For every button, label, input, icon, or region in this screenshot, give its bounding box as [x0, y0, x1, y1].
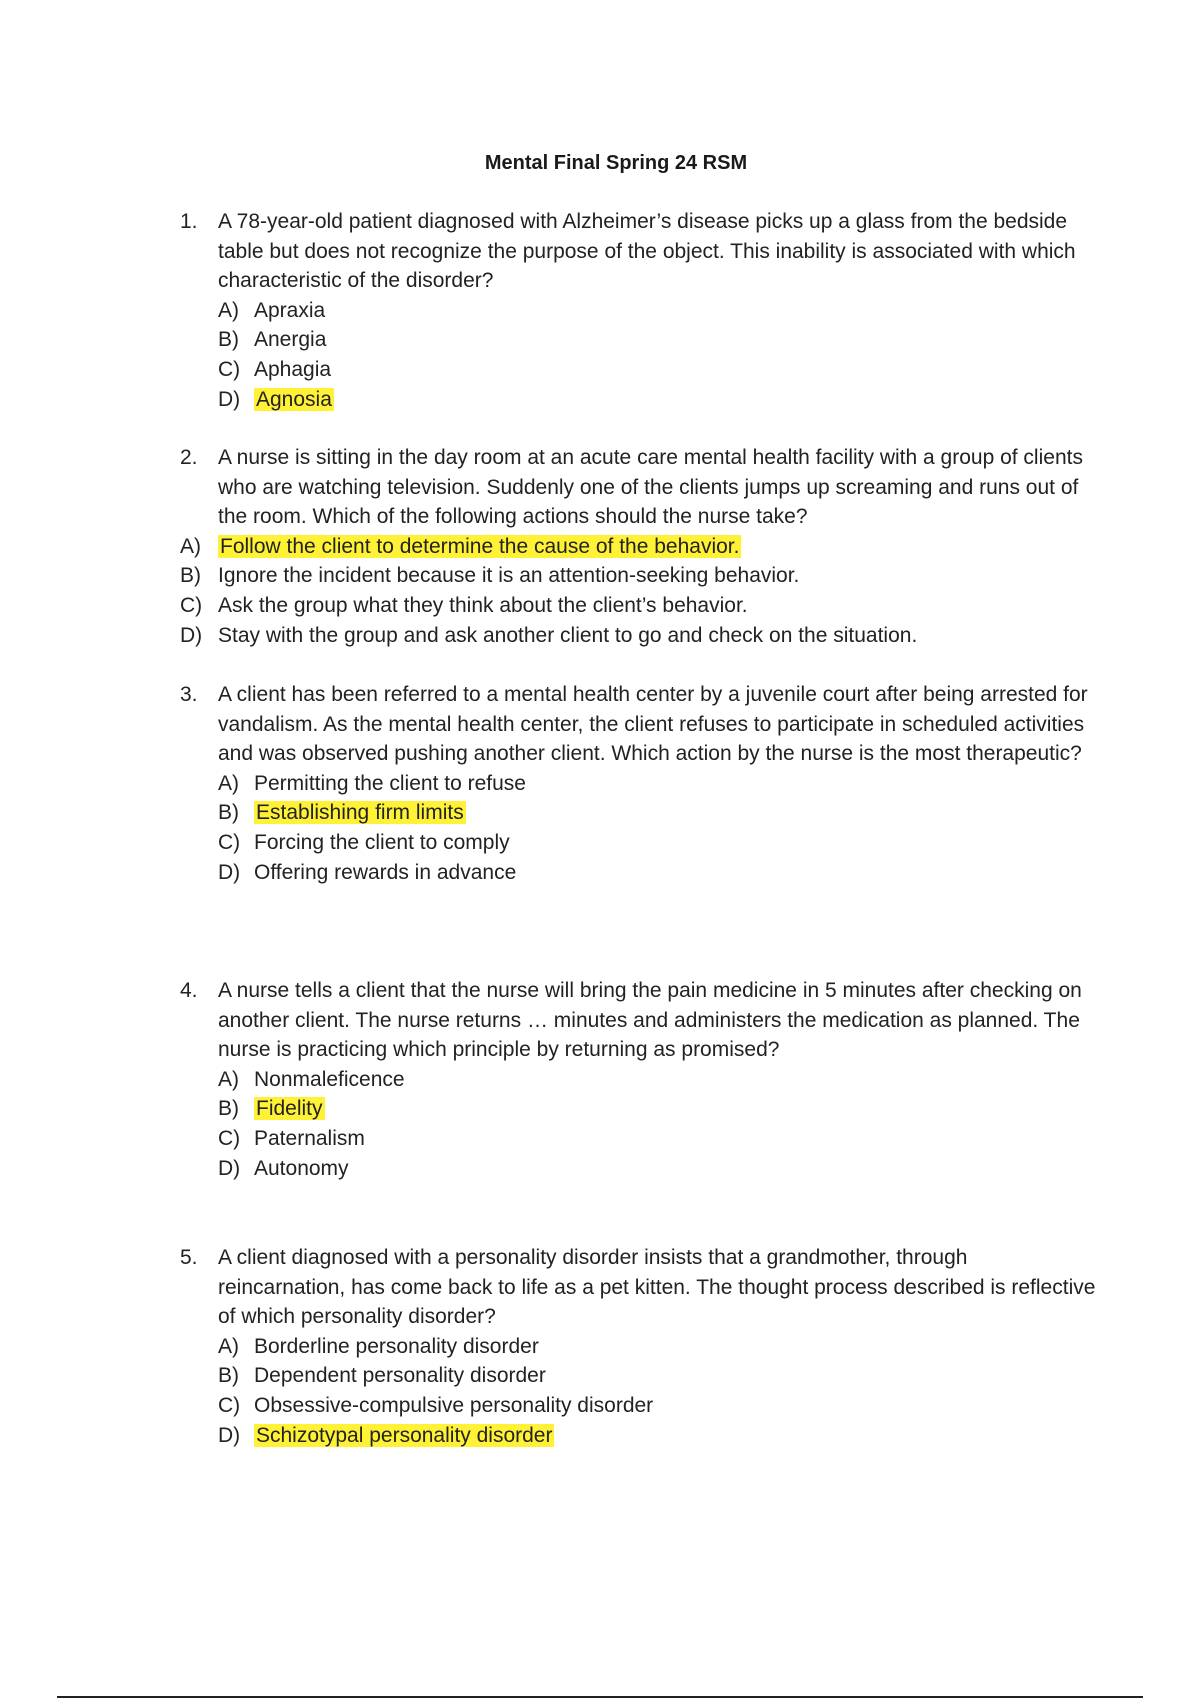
- answer-option-c: [180, 1124, 1100, 1154]
- option-text: Autonomy: [254, 1156, 349, 1180]
- question-number: 1.: [180, 210, 198, 233]
- option-text: Ignore the incident because it is an attention-seeking behavior.: [218, 564, 800, 588]
- option-text: Obsessive-compulsive personality disorder: [254, 1393, 654, 1417]
- highlighted-answer: Establishing firm limits: [256, 801, 464, 825]
- highlighted-answer: Schizotypal personality disorder: [256, 1423, 553, 1447]
- question-4: [180, 976, 1100, 1183]
- option-letter: A): [180, 534, 201, 558]
- question-text: A nurse tells a client that the nurse will bring the pain medicine in 5 minutes after checking on another client. The nurse returns … minutes and administers the medication as planned. The nurse is practicing which principle by returning as promised?: [218, 979, 1082, 1062]
- option-letter: C): [218, 1393, 241, 1417]
- option-text: Offering rewards in advance: [254, 860, 517, 884]
- answer-option-d: [180, 858, 1100, 888]
- question-5: [180, 1243, 1100, 1450]
- question-3: [180, 680, 1100, 887]
- highlighted-answer: Fidelity: [256, 1097, 323, 1121]
- answer-option-b: [180, 798, 1100, 828]
- question-stem: [180, 207, 1100, 296]
- option-text: Anergia: [254, 328, 327, 352]
- document-title: Mental Final Spring 24 RSM: [484, 152, 748, 174]
- answer-option-c: [180, 828, 1100, 858]
- question-number: 2.: [180, 446, 198, 469]
- option-text: Apraxia: [254, 298, 326, 322]
- answer-option-d: [180, 1154, 1100, 1184]
- answer-option-b: [180, 1361, 1100, 1391]
- question-1: [180, 207, 1100, 414]
- answer-option-a: [180, 296, 1100, 326]
- option-letter: D): [218, 387, 241, 411]
- question-stem: [180, 680, 1100, 769]
- answer-option-c: [180, 355, 1100, 385]
- question-text: A client has been referred to a mental health center by a juvenile court after being arrested for vandalism. As the mental health center, the client refuses to participate in scheduled activities and was observed pushing another client. Which action by the nurse is the most therapeutic?: [218, 683, 1088, 766]
- question-number: 3.: [180, 683, 198, 706]
- question-text: A 78-year-old patient diagnosed with Alzheimer’s disease picks up a glass from the bedside table but does not recognize the purpose of the object. This inability is associated with which characteristic of the disorder?: [218, 210, 1076, 293]
- option-letter: D): [218, 860, 241, 884]
- question-text: A client diagnosed with a personality disorder insists that a grandmother, through reincarnation, has come back to life as a pet kitten. The thought process described is reflective of which personality disorder?: [218, 1246, 1096, 1329]
- option-letter: D): [218, 1156, 241, 1180]
- option-letter: A): [218, 1334, 239, 1358]
- answer-option-b: [180, 561, 1100, 591]
- answer-options: [180, 296, 1100, 414]
- answer-option-d: [180, 1421, 1100, 1451]
- answer-option-a: [180, 1065, 1100, 1095]
- option-text: Nonmaleficence: [254, 1067, 405, 1091]
- question-2: [180, 443, 1100, 650]
- question-text: A nurse is sitting in the day room at an acute care mental health facility with a group of clients who are watching television. Suddenly one of the clients jumps up screaming and runs out of the room. Which of the following actions should the nurse take?: [218, 446, 1083, 529]
- answer-option-b: [180, 325, 1100, 355]
- option-letter: B): [218, 1097, 239, 1121]
- highlighted-answer: Agnosia: [256, 387, 332, 411]
- option-letter: B): [218, 801, 239, 825]
- answer-option-a: [180, 532, 1100, 562]
- option-letter: C): [218, 357, 241, 381]
- question-number: 5.: [180, 1246, 198, 1269]
- answer-option-c: [180, 591, 1100, 621]
- question-number: 4.: [180, 979, 198, 1002]
- page-bottom-rule: [57, 1696, 1143, 1698]
- answer-option-a: [180, 1332, 1100, 1362]
- option-text: Stay with the group and ask another client to go and check on the situation.: [218, 623, 918, 647]
- option-letter: C): [218, 1126, 241, 1150]
- option-letter: B): [218, 1364, 239, 1388]
- option-letter: C): [218, 830, 241, 854]
- answer-option-c: [180, 1391, 1100, 1421]
- option-text: Forcing the client to comply: [254, 830, 510, 854]
- answer-option-d: [180, 621, 1100, 651]
- answer-options: [180, 769, 1100, 887]
- option-letter: B): [180, 564, 201, 588]
- question-stem: [180, 976, 1100, 1065]
- option-text: Borderline personality disorder: [254, 1334, 539, 1358]
- answer-options: [180, 532, 1100, 650]
- answer-options: [180, 1065, 1100, 1183]
- option-text: Aphagia: [254, 357, 332, 381]
- question-stem: [180, 1243, 1100, 1332]
- answer-option-b: [180, 1094, 1100, 1124]
- highlighted-answer: Follow the client to determine the cause of the behavior.: [220, 534, 740, 558]
- option-text: Paternalism: [254, 1126, 365, 1150]
- option-text: Dependent personality disorder: [254, 1364, 546, 1388]
- option-letter: A): [218, 771, 239, 795]
- option-text: Ask the group what they think about the client’s behavior.: [218, 593, 748, 617]
- option-letter: A): [218, 298, 239, 322]
- answer-option-a: [180, 769, 1100, 799]
- option-letter: D): [218, 1423, 241, 1447]
- option-text: Permitting the client to refuse: [254, 771, 526, 795]
- answer-options: [180, 1332, 1100, 1450]
- option-letter: A): [218, 1067, 239, 1091]
- question-stem: [180, 443, 1100, 532]
- answer-option-d: [180, 385, 1100, 415]
- option-letter: C): [180, 593, 203, 617]
- option-letter: D): [180, 623, 203, 647]
- option-letter: B): [218, 328, 239, 352]
